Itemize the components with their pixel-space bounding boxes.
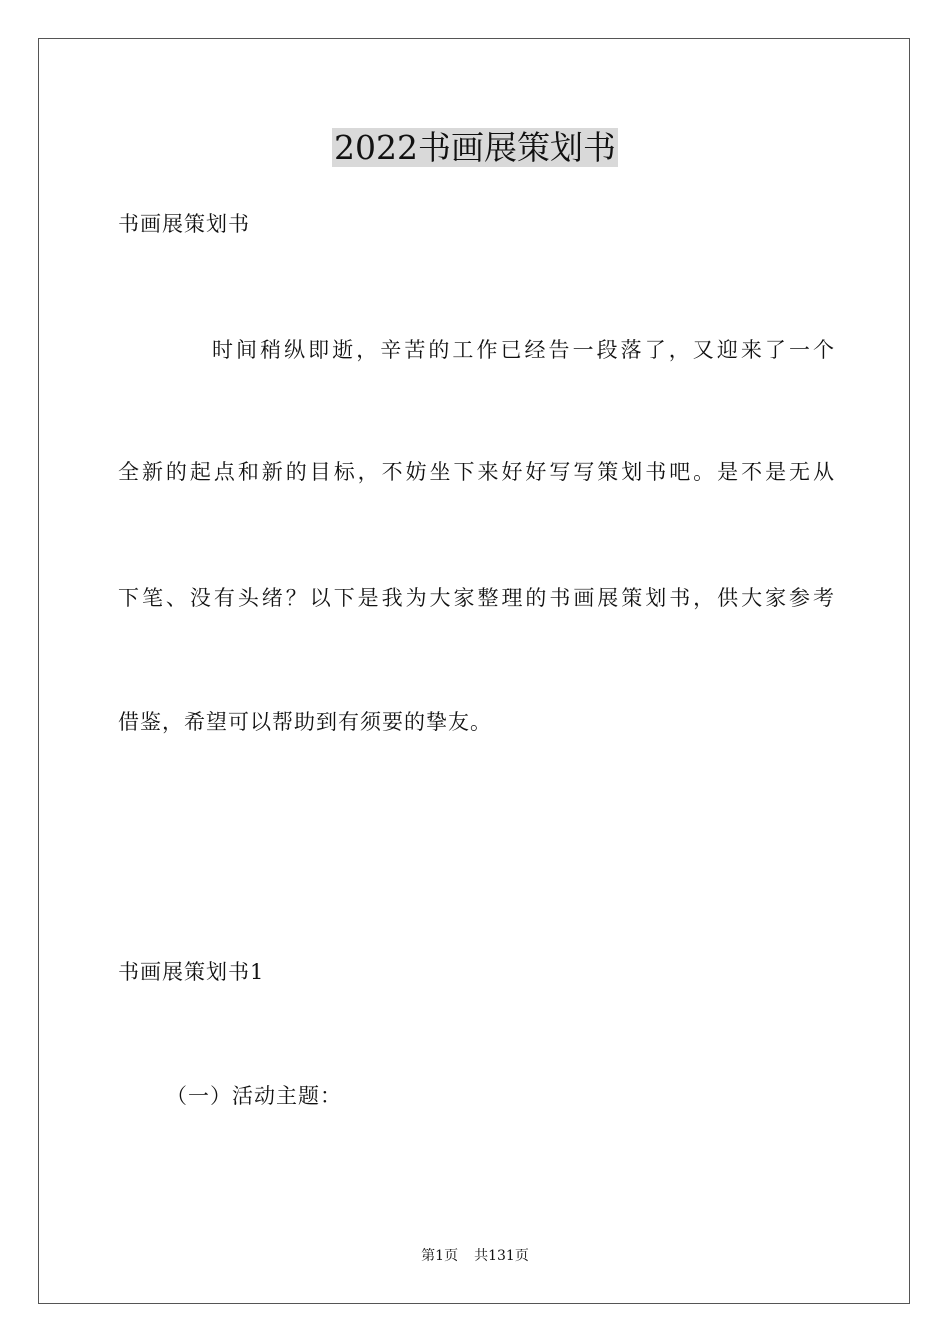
intro-line-3: 下笔、没有头绪？以下是我为大家整理的书画展策划书，供大家参考 xyxy=(118,586,834,610)
total-pages: 共131页 xyxy=(474,1248,529,1264)
page-footer xyxy=(0,1247,950,1265)
intro-line-1: 时间稍纵即逝，辛苦的工作已经告一段落了，又迎来了一个 xyxy=(212,338,834,362)
document-subtitle: 书画展策划书 xyxy=(118,212,250,236)
page-number: 第1页 xyxy=(421,1248,459,1264)
intro-line-2: 全新的起点和新的目标，不妨坐下来好好写写策划书吧。是不是无从 xyxy=(118,460,834,484)
document-title-text: 2022书画展策划书 xyxy=(334,128,616,167)
document-title xyxy=(0,128,950,168)
intro-line-4: 借鉴，希望可以帮助到有须要的挚友。 xyxy=(118,710,492,734)
section-heading: 书画展策划书1 xyxy=(118,960,265,984)
subsection-heading: （一）活动主题： xyxy=(166,1084,342,1108)
